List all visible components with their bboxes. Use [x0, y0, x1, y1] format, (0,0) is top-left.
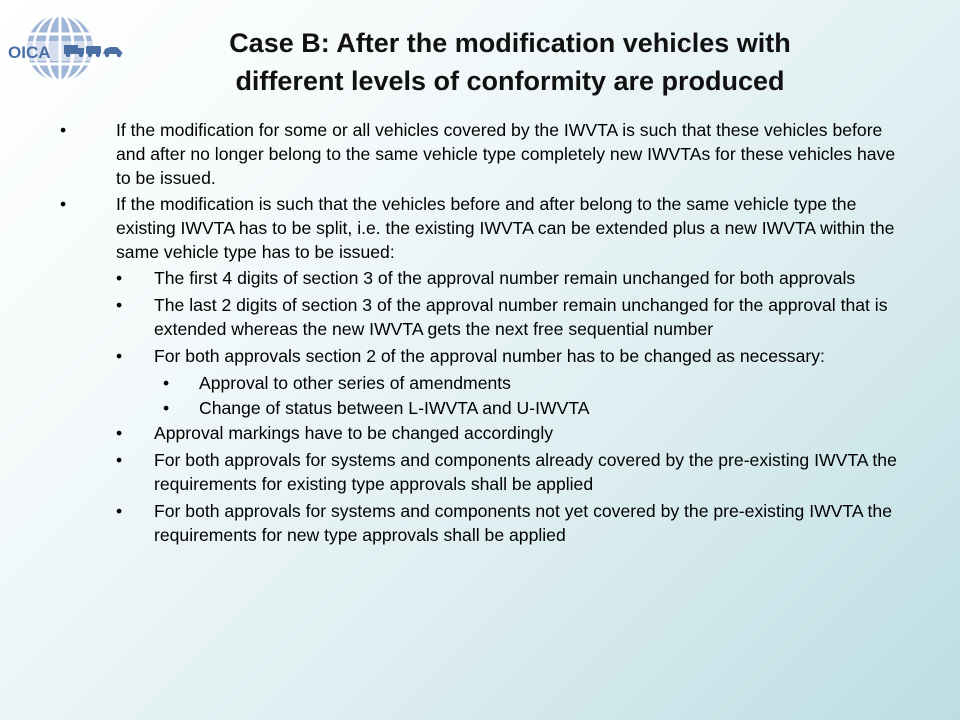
bullet-text: For both approvals section 2 of the approval number has to be changed as necessary: [154, 346, 825, 366]
sub-bullet-item [60, 293, 905, 341]
sub-sub-bullet-item [60, 371, 905, 395]
sub-sub-bullet-item [60, 396, 905, 420]
bullet-text: For both approvals for systems and components already covered by the pre-existing IWVTA the requirements for existing type approvals shall be applied [154, 450, 897, 494]
bullet-marker: • [116, 268, 123, 288]
slide-title [140, 24, 880, 100]
bullet-item [60, 118, 905, 190]
bullet-text: The first 4 digits of section 3 of the approval number remain unchanged for both approvals [154, 268, 856, 288]
sub-bullet-item [60, 499, 905, 547]
sub-bullet-item [60, 448, 905, 496]
bullet-marker: • [116, 346, 123, 366]
oica-logo [6, 12, 124, 84]
bullet-marker: • [116, 295, 123, 315]
bullet-marker: • [60, 120, 67, 140]
bullet-text: If the modification is such that the vehicles before and after belong to the same vehicle type the existing IWVTA has to be split, i.e. the existing IWVTA can be extended plus a new IWVTA within the same vehicle type has to be issued: [116, 194, 895, 262]
bullet-item [60, 192, 905, 264]
bullet-marker: • [116, 501, 123, 521]
title-line-2: different levels of conformity are produced [235, 66, 785, 96]
bullet-list [60, 118, 905, 550]
bullet-text: If the modification for some or all vehicles covered by the IWVTA is such that these vehicles before and after no longer belong to the same vehicle type completely new IWVTAs for these vehicles have to be issued. [116, 120, 896, 188]
bullet-marker: • [163, 398, 170, 418]
bullet-text: The last 2 digits of section 3 of the approval number remain unchanged for the approval that is extended whereas the new IWVTA gets the next free sequential number [154, 295, 888, 339]
bullet-marker: • [163, 373, 170, 393]
bullet-marker: • [116, 450, 123, 470]
bullet-text: For both approvals for systems and components not yet covered by the pre-existing IWVTA the requirements for new type approvals shall be applied [154, 501, 892, 545]
bullet-marker: • [116, 423, 123, 443]
sub-bullet-item [60, 344, 905, 368]
bullet-text: Approval to other series of amendments [199, 373, 511, 393]
logo-text: OICA [8, 43, 51, 62]
bullet-text: Approval markings have to be changed accordingly [154, 423, 554, 443]
title-line-1: Case B: After the modification vehicles with [229, 28, 791, 58]
bullet-text: Change of status between L-IWVTA and U-IWVTA [199, 398, 590, 418]
sub-bullet-item [60, 421, 905, 445]
sub-bullet-item [60, 266, 905, 290]
bullet-marker: • [60, 194, 67, 214]
